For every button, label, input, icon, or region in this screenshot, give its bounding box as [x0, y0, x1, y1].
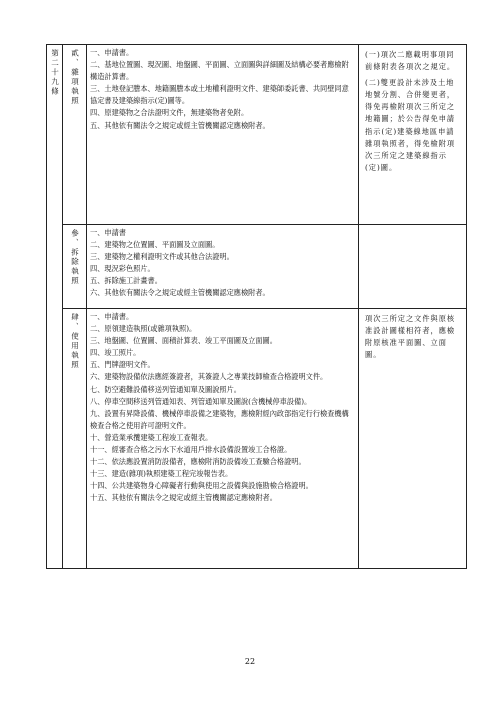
list-item: 二、原領建造執照(或雜項執照)。 [90, 324, 197, 334]
list-item: 三、土地登記謄本、地籍圖謄本或土地權利證明文件、建築師委託書、共同壁同意協定書及建築線指示(定)圖等。 [90, 84, 349, 106]
list-item: 四、原建築物之合法證明文件，無建築物者免附。 [90, 108, 249, 118]
notes-cell [359, 225, 467, 309]
notes-cell [359, 45, 467, 225]
list-item: 九、設置有昇降設備、機械停車設備之建築物，應檢附經內政部指定行行檢查機構檢查合格之使用許可證明文件。 [90, 408, 349, 430]
note-item: 項次三所定之文件與原核准設計圖樣相符者，應檢附原核准平面圖、立面圖。 [365, 314, 456, 360]
list-item: 五、其他依有關法令之規定或經主管機關認定應檢附者。 [90, 120, 270, 130]
list-item: 一、申請書 [90, 228, 126, 237]
notes-cell [359, 309, 467, 569]
section-label-misc-permit: 貳、雜項執照 [70, 49, 80, 106]
section-label-cell [63, 45, 87, 225]
list-item: 三、地盤圖、位置圖、面積計算表、竣工平面圖及立面圖。 [90, 336, 277, 346]
list-item: 十五、其他依有關法令之規定或經主管機關認定應檢附者。 [90, 493, 277, 503]
list-item: 十二、依法應設置消防設備者，應檢附消防設備竣工查驗合格證明。 [90, 457, 306, 467]
page-number: 22 [244, 657, 256, 666]
article-cell [47, 45, 63, 569]
list-item: 四、現況彩色照片。 [90, 264, 155, 274]
list-item: 十一、經審查合格之污水下水道用戶排水設備設置竣工合格證。 [90, 445, 292, 455]
section-label-demolition-permit: 參、拆除執照 [70, 229, 80, 286]
items-cell [87, 309, 359, 569]
regulation-table [46, 44, 467, 569]
note-item: (二)雙更設計未涉及土地地號分割、合併變更者，得免再檢附項次三所定之地籍圖；於公告得免申請指示(定)建築線地區申請雜項執照者，得免檢附項次三所定之建築線指示(定)圖。 [365, 78, 456, 172]
items-cell [87, 225, 359, 309]
list-item: 十四、公共建築物身心障礙者行動與使用之設備與設施勘檢合格證明。 [90, 481, 313, 491]
list-item: 八、停車空間移送列管通知表、列管通知單及圖說(含機械停車設備)。 [90, 396, 312, 406]
list-item: 四、竣工照片。 [90, 348, 141, 358]
items-cell [87, 45, 359, 225]
section-label-cell [63, 309, 87, 569]
article-label: 第二十九條 [50, 49, 60, 97]
table-row [47, 309, 467, 569]
list-item: 一、申請書。 [90, 312, 134, 321]
list-item: 二、基地位置圖、現況圖、地盤圖、平面圖、立面圖與詳細圖及結構必要者應檢附構造計算書。 [90, 60, 349, 82]
list-item: 十三、建造(雜項)執照建築工程完竣報告表。 [90, 469, 233, 479]
section-label-use-permit: 肆、使用執照 [70, 313, 80, 370]
list-item: 五、拆除施工計畫書。 [90, 276, 162, 286]
list-item: 六、其他依有關法令之規定或經主管機關認定應檢附者。 [90, 288, 270, 298]
list-item: 一、申請書。 [90, 48, 134, 57]
list-item: 七、防空避難設備移送列管通知單及圖說照片。 [90, 384, 241, 394]
list-item: 十、營造業承攬建築工程竣工查報表。 [90, 432, 213, 442]
list-item: 六、建築物設備依法應經簽證者，其簽證人之專業技師檢查合格證明文件。 [90, 372, 328, 382]
list-item: 二、建築物之位置圖、平面圖及立面圖。 [90, 240, 220, 250]
table-row [47, 225, 467, 309]
note-item: (一)項次二應載明事項同前條附表各項次之規定。 [365, 50, 456, 72]
list-item: 五、門牌證明文件。 [90, 360, 155, 370]
table-row [47, 45, 467, 225]
list-item: 三、建築物之權利證明文件或其他合法證明。 [90, 252, 234, 262]
section-label-cell [63, 225, 87, 309]
